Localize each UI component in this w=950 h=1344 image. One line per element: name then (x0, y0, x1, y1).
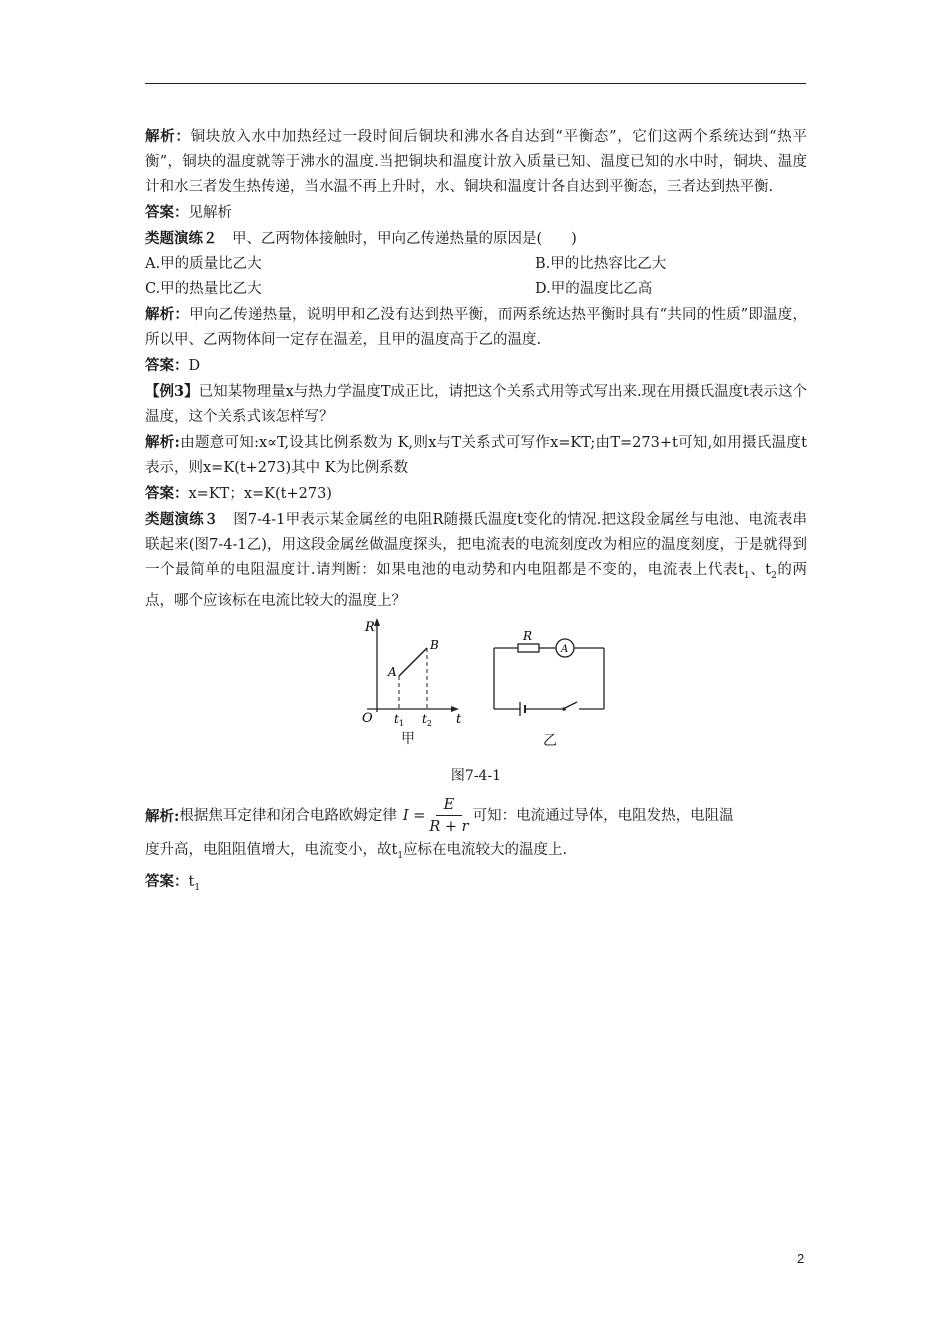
question-2 (145, 226, 807, 252)
analysis-text: 应标在电流较大的温度上. (403, 841, 568, 858)
analysis-text: 由题意可知:x∝T,设其比例系数为 K,则x与T关系式可写作x=KT;由T=273+t可知,如用摄氏温度t表示，则x=K(t+273)其中 K为比例系数 (145, 435, 808, 476)
page-content (145, 124, 807, 901)
analysis-text: 可知：电流通过导体，电阻发热，电阻温 (472, 807, 734, 824)
analysis-1 (145, 124, 807, 200)
analysis-label: 解析: (145, 434, 180, 451)
fraction-denominator: R + r (429, 818, 469, 835)
analysis-4-cont (145, 838, 807, 869)
header-rule (145, 83, 806, 84)
answer-text: x=KT；x=K(t+273) (188, 486, 332, 502)
ohm-law-fraction (429, 795, 468, 838)
y-axis-label: R (365, 619, 375, 635)
example-label: 【例3】 (145, 383, 199, 400)
analysis-text: 根据焦耳定律和闭合电路欧姆定律 (179, 807, 397, 824)
fraction-numerator: E (436, 795, 463, 816)
subscript: 1 (194, 882, 201, 893)
answer-label: 答案： (145, 204, 189, 221)
resistance-temperature-graph (362, 618, 462, 728)
question-3 (145, 507, 807, 614)
option-c: C.甲的热量比乙大 (145, 281, 262, 297)
question-text: 的两点，哪个应该标在电流比较大的温度上？ (145, 562, 808, 609)
formula-lhs: I = (402, 807, 426, 824)
example-3 (145, 379, 807, 430)
question-text: 、t (749, 562, 772, 578)
question-label: 类题演练２ (145, 230, 218, 247)
subscript: 1 (397, 850, 404, 861)
figure-7-4-1 (145, 618, 807, 749)
resistor-symbol (518, 644, 539, 652)
subscript: 2 (771, 570, 777, 581)
question-text: 图7-4-1甲表示某金属丝的电阻R随摄氏温度t变化的情况.把这段金属丝与电池、电流表串联起来(图7-4-1乙)，用这段金属丝做温度探头，把电流表的电流刻度改为相应的温度刻度，于是就得到一个最简单的电阻温度计.请判断：如果电池的电动势和内电阻都是不变的，电流表上代表t (145, 512, 808, 578)
t1-label: $t_1$ (394, 711, 404, 728)
switch-lever (565, 702, 577, 708)
analysis-text: 铜块放入水中加热经过一段时间后铜块和沸水各自达到“平衡态”，它们这两个系统达到“热平衡”，铜块的温度就等于沸水的温度.当把铜块和温度计放入质量已知、温度已知的水中时，铜块、温度计和水三者发生热传递，当水温不再上升时，水、铜块和温度计各自达到平衡态，三者达到热平衡. (145, 129, 807, 195)
t2-label: $t_2$ (422, 711, 432, 728)
answer-1 (145, 200, 807, 226)
option-a: A.甲的质量比乙大 (145, 256, 262, 272)
page-number: 2 (797, 1251, 805, 1266)
option-b: B.甲的比热容比乙大 (535, 256, 667, 272)
question-text: 甲、乙两物体接触时，甲向乙传递热量的原因是( ) (217, 231, 577, 247)
figure-svg (145, 618, 807, 746)
origin-label: O (362, 710, 373, 726)
analysis-4 (145, 795, 807, 838)
example-text: 已知某物理量x与热力学温度T成正比，请把这个关系式用等式写出来.现在用摄氏温度t表示这个温度，这个关系式该怎样写？ (145, 384, 808, 425)
analysis-text: 甲向乙传递热量，说明甲和乙没有达到热平衡，而两系统达热平衡时具有“共同的性质”即温度，所以甲、乙两物体间一定存在温差，且甲的温度高于乙的温度. (145, 307, 808, 348)
circuit-diagram (494, 629, 604, 716)
analysis-label: 解析: (145, 807, 180, 825)
point-a-label: A (388, 664, 397, 679)
r-t-line (399, 648, 427, 676)
analysis-3 (145, 430, 807, 481)
answer-text: D (188, 358, 201, 374)
analysis-label: 解析： (145, 128, 191, 145)
answer-label: 答案： (145, 872, 189, 890)
analysis-2 (145, 302, 807, 353)
y-axis-arrow (374, 618, 380, 626)
options-row-1 (145, 252, 807, 277)
analysis-text: 度升高，电阻阻值增大，电流变小，故t (145, 841, 398, 858)
ammeter-label: A (561, 643, 569, 655)
answer-label: 答案： (145, 357, 189, 374)
option-d: D.甲的温度比乙高 (535, 281, 653, 297)
answer-3 (145, 481, 807, 507)
point-b-label: B (430, 637, 439, 652)
answer-text: 见解析 (188, 205, 232, 221)
answer-4 (145, 869, 807, 901)
figure-caption: 图7-4-1 (450, 767, 502, 784)
x-axis-label: t (456, 711, 462, 727)
subscript: 1 (743, 570, 750, 581)
options-row-2 (145, 277, 807, 302)
answer-2 (145, 353, 807, 379)
answer-text: t (188, 873, 195, 890)
analysis-label: 解析： (145, 306, 190, 323)
circuit-label: 乙 (543, 732, 557, 749)
answer-label: 答案： (145, 485, 189, 502)
resistor-label: R (523, 628, 533, 643)
question-label: 类题演练３ (145, 511, 219, 528)
graph-label: 甲 (401, 730, 415, 747)
